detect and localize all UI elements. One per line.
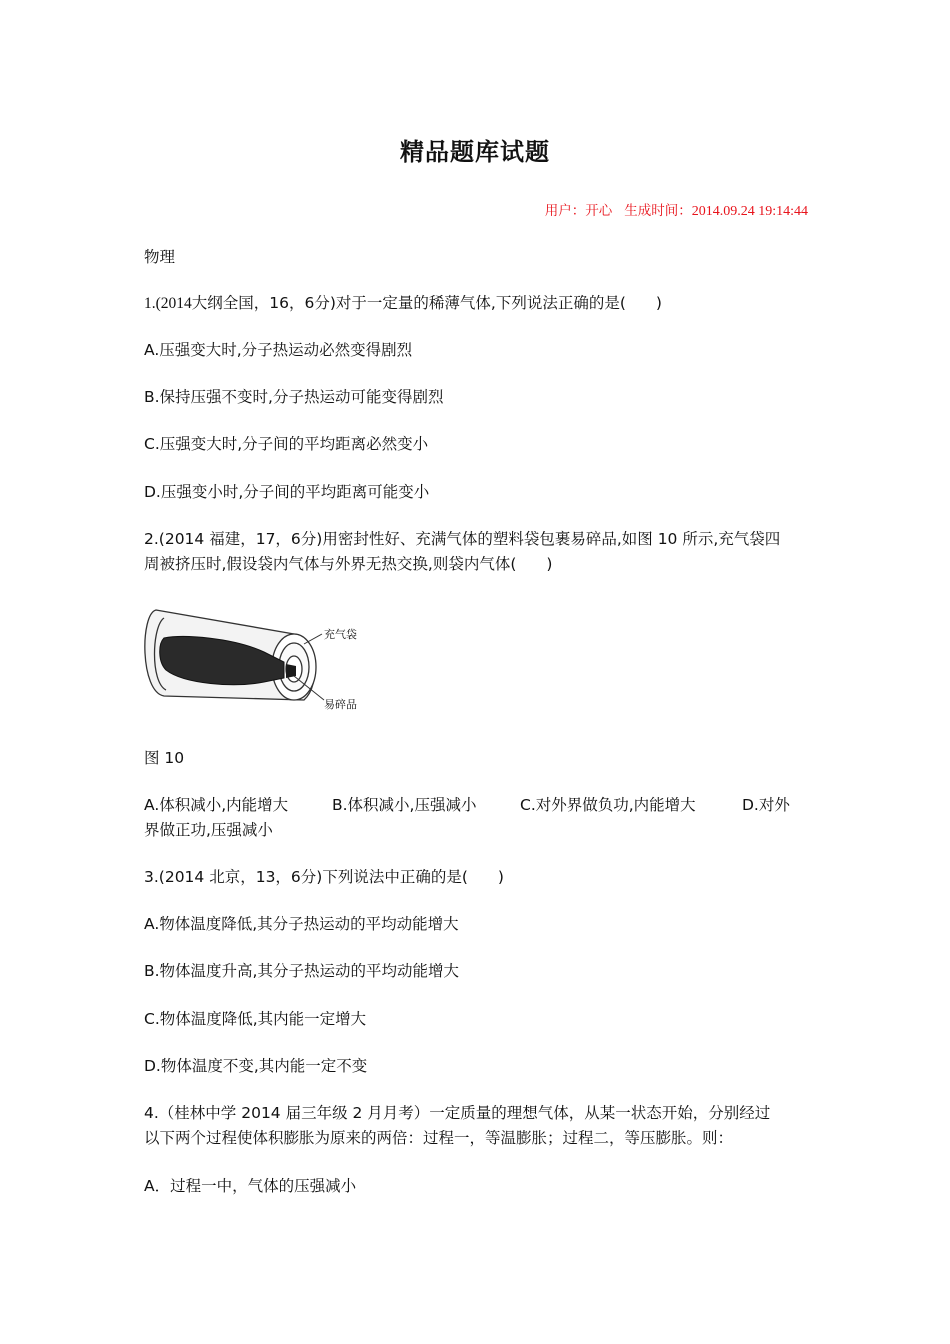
question-3-option-a: A.物体温度降低,其分子热运动的平均动能增大 xyxy=(144,915,459,933)
time-value: 2014.09.24 19:14:44 xyxy=(691,204,808,219)
question-1-option-d: D.压强变小时,分子间的平均距离可能变小 xyxy=(144,483,430,501)
question-3-stem xyxy=(144,865,809,890)
question-2-stem-line1: 2.(2014 福建，17，6分)用密封性好、充满气体的塑料袋包裹易碎品,如图 10 所示,充气袋四 xyxy=(144,530,781,548)
question-4-stem-line2: 以下两个过程使体积膨胀为原来的两倍：过程一，等温膨胀；过程二，等压膨胀。则： xyxy=(144,1129,734,1147)
question-1-paren: ) xyxy=(655,294,662,312)
figure-label-item: 易碎品 xyxy=(324,698,357,711)
question-2-option-a: A.体积减小,内能增大 xyxy=(144,796,289,814)
question-3-paren: ) xyxy=(497,868,504,886)
question-2-options-continued: 界做正功,压强减小 xyxy=(144,821,273,839)
subject-heading: 物理 xyxy=(144,248,176,266)
figure-caption: 图 10 xyxy=(144,749,185,767)
question-2-stem-line2 xyxy=(144,552,809,577)
question-4-stem-line1: 4.（桂林中学 2014 届三年级 2 月月考）一定质量的理想气体，从某一状态开始，分别经过 xyxy=(144,1104,771,1122)
figure-air-bag-diagram xyxy=(144,604,366,716)
question-3-option-c: C.物体温度降低,其内能一定增大 xyxy=(144,1010,367,1028)
time-label: 生成时间： xyxy=(624,203,692,219)
meta-line xyxy=(545,199,808,220)
question-1-stem xyxy=(144,291,809,316)
user-label: 用户：开心 xyxy=(544,203,613,219)
question-2-option-c: C.对外界做负功,内能增大 xyxy=(520,796,696,814)
question-1-number: 1.(2014 xyxy=(144,295,192,312)
question-3-option-b: B.物体温度升高,其分子热运动的平均动能增大 xyxy=(144,962,459,980)
question-1-text: 大纲全国，16，6分)对于一定量的稀薄气体,下列说法正确的是( xyxy=(191,294,626,312)
question-1-option-a: A.压强变大时,分子热运动必然变得剧烈 xyxy=(144,341,413,359)
question-3-option-d: D.物体温度不变,其内能一定不变 xyxy=(144,1057,368,1075)
figure-label-bag: 充气袋 xyxy=(324,628,357,641)
question-2-option-d: D.对外 xyxy=(742,796,790,814)
question-2-option-b: B.体积减小,压强减小 xyxy=(332,796,477,814)
page-title: 精品题库试题 xyxy=(400,138,550,166)
question-2-paren: ) xyxy=(546,555,553,573)
question-1-option-c: C.压强变大时,分子间的平均距离必然变小 xyxy=(144,435,429,453)
question-3-text: 3.(2014 北京，13，6分)下列说法中正确的是( xyxy=(144,868,468,886)
question-2-text: 周被挤压时,假设袋内气体与外界无热交换,则袋内气体( xyxy=(144,555,517,573)
question-4-option-a: A．过程一中，气体的压强减小 xyxy=(144,1177,357,1195)
question-2-options-row xyxy=(144,793,809,818)
question-1-option-b: B.保持压强不变时,分子热运动可能变得剧烈 xyxy=(144,388,444,406)
